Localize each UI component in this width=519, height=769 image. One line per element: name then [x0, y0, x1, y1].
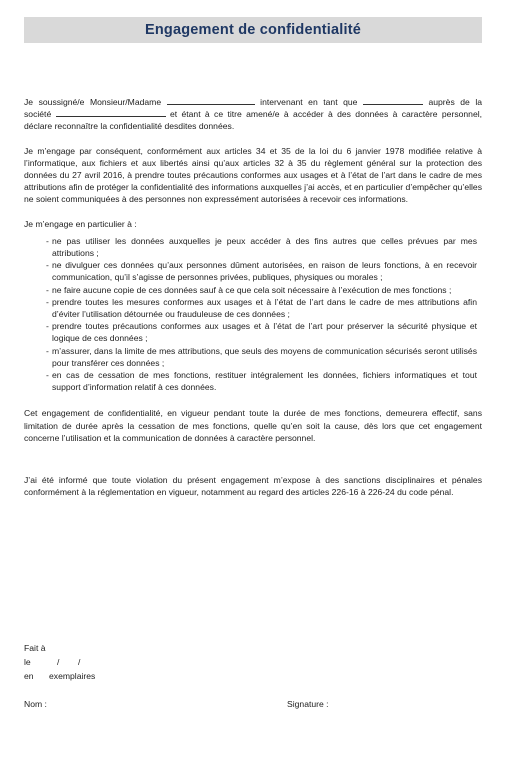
intro-paragraph	[24, 96, 482, 133]
date-separator: /	[78, 657, 81, 667]
role-blank[interactable]	[363, 96, 423, 105]
clause-item: - ne faire aucune copie de ces données sauf à ce que cela soit nécessaire à l’exécution de mes fonctions ;	[46, 284, 452, 295]
commitment-paragraph: Je m’engage par conséquent, conformément aux articles 34 et 35 de la loi du 6 janvier 1978 modifiée relative à l’informatique, aux fichiers et aux libertés ainsi qu’aux articles 32 à 35 du règlement général sur la protection des données du 27 avril 2016, à prendre toutes précautions conformes aux usages et à l’état de l’art dans le cadre de mes attributions afin de protéger la confidentialité des informations auxquelles j’ai accès, et en particulier d’empêcher qu’elles ne soient communiquées à des personnes non expressément autorisées à recevoir ces informations.	[24, 145, 482, 205]
clause-item: - m’assurer, dans la limite de mes attributions, que seuls des moyens de communication sécurisés seront utilisés pour transférer ces données ;	[46, 345, 477, 368]
clause-item: - prendre toutes les mesures conformes aux usages et à l’état de l’art dans le cadre de mes attributions afin d’éviter l’utilisation détournée ou frauduleuse de ces données ;	[46, 296, 477, 320]
place-date-block	[24, 641, 95, 683]
name-blank[interactable]	[167, 96, 255, 105]
exemplaires-label: exemplaires	[49, 671, 96, 681]
sanctions-paragraph: J’ai été informé que toute violation du présent engagement m’expose à des sanctions disciplinaires et pénales conformément à la réglementation en vigueur, notamment au regard des articles 226-16 à 226-24 du code pénal.	[24, 475, 482, 498]
title-banner	[24, 17, 482, 43]
list-intro: Je m’engage en particulier à :	[24, 218, 137, 229]
en-label: en	[24, 671, 34, 681]
intro-line-1	[24, 96, 482, 108]
date-separator: /	[57, 657, 60, 667]
clause-item: - en cas de cessation de mes fonctions, restituer intégralement les données, fichiers informatiques et tout support d’information relatif à ces données.	[46, 370, 477, 393]
clause-item: - ne divulguer ces données qu’aux personnes dûment autorisées, en raison de leurs fonctions, à en recevoir communication, qu’il s’agisse de personnes privées, publiques, physiques ou morales ;	[46, 260, 477, 283]
document-title: Engagement de confidentialité	[144, 22, 362, 38]
fait-a-label: Fait à	[24, 643, 46, 653]
duration-paragraph: Cet engagement de confidentialité, en vigueur pendant toute la durée de mes fonctions, demeurera effectif, sans limitation de durée après la cessation de mes fonctions, quelle qu’en soit la cause, dès lors que cet engagement concerne l’utilisation et la communication de données à caractère personnel.	[24, 408, 482, 443]
intro-text-2b: et étant à ce titre amené/e à accéder à des données à caractère personnel,	[169, 109, 483, 120]
nom-label: Nom :	[24, 699, 47, 709]
signature-row	[24, 699, 482, 709]
intro-text-3: déclare reconnaître la confidentialité desdites données.	[24, 121, 235, 132]
intro-line-2	[24, 108, 482, 120]
signature-label: Signature :	[287, 699, 329, 709]
clause-list	[24, 235, 482, 394]
intro-text-1c: auprès de la	[428, 97, 483, 107]
intro-text-1b: intervenant en tant que	[260, 97, 358, 107]
clause-item: - ne pas utiliser les données auxquelles je peux accéder à des fins autres que celles prévues par mes attributions ;	[46, 235, 477, 259]
clause-item: - prendre toutes précautions conformes aux usages et à l’état de l’art pour préserver la sécurité physique et logique de ces données ;	[46, 321, 477, 344]
company-blank[interactable]	[56, 108, 166, 117]
le-label: le	[24, 657, 31, 667]
document-body	[24, 96, 482, 498]
intro-text-1a: Je soussigné/e Monsieur/Madame	[24, 97, 162, 107]
intro-text-2a: société	[24, 109, 52, 120]
